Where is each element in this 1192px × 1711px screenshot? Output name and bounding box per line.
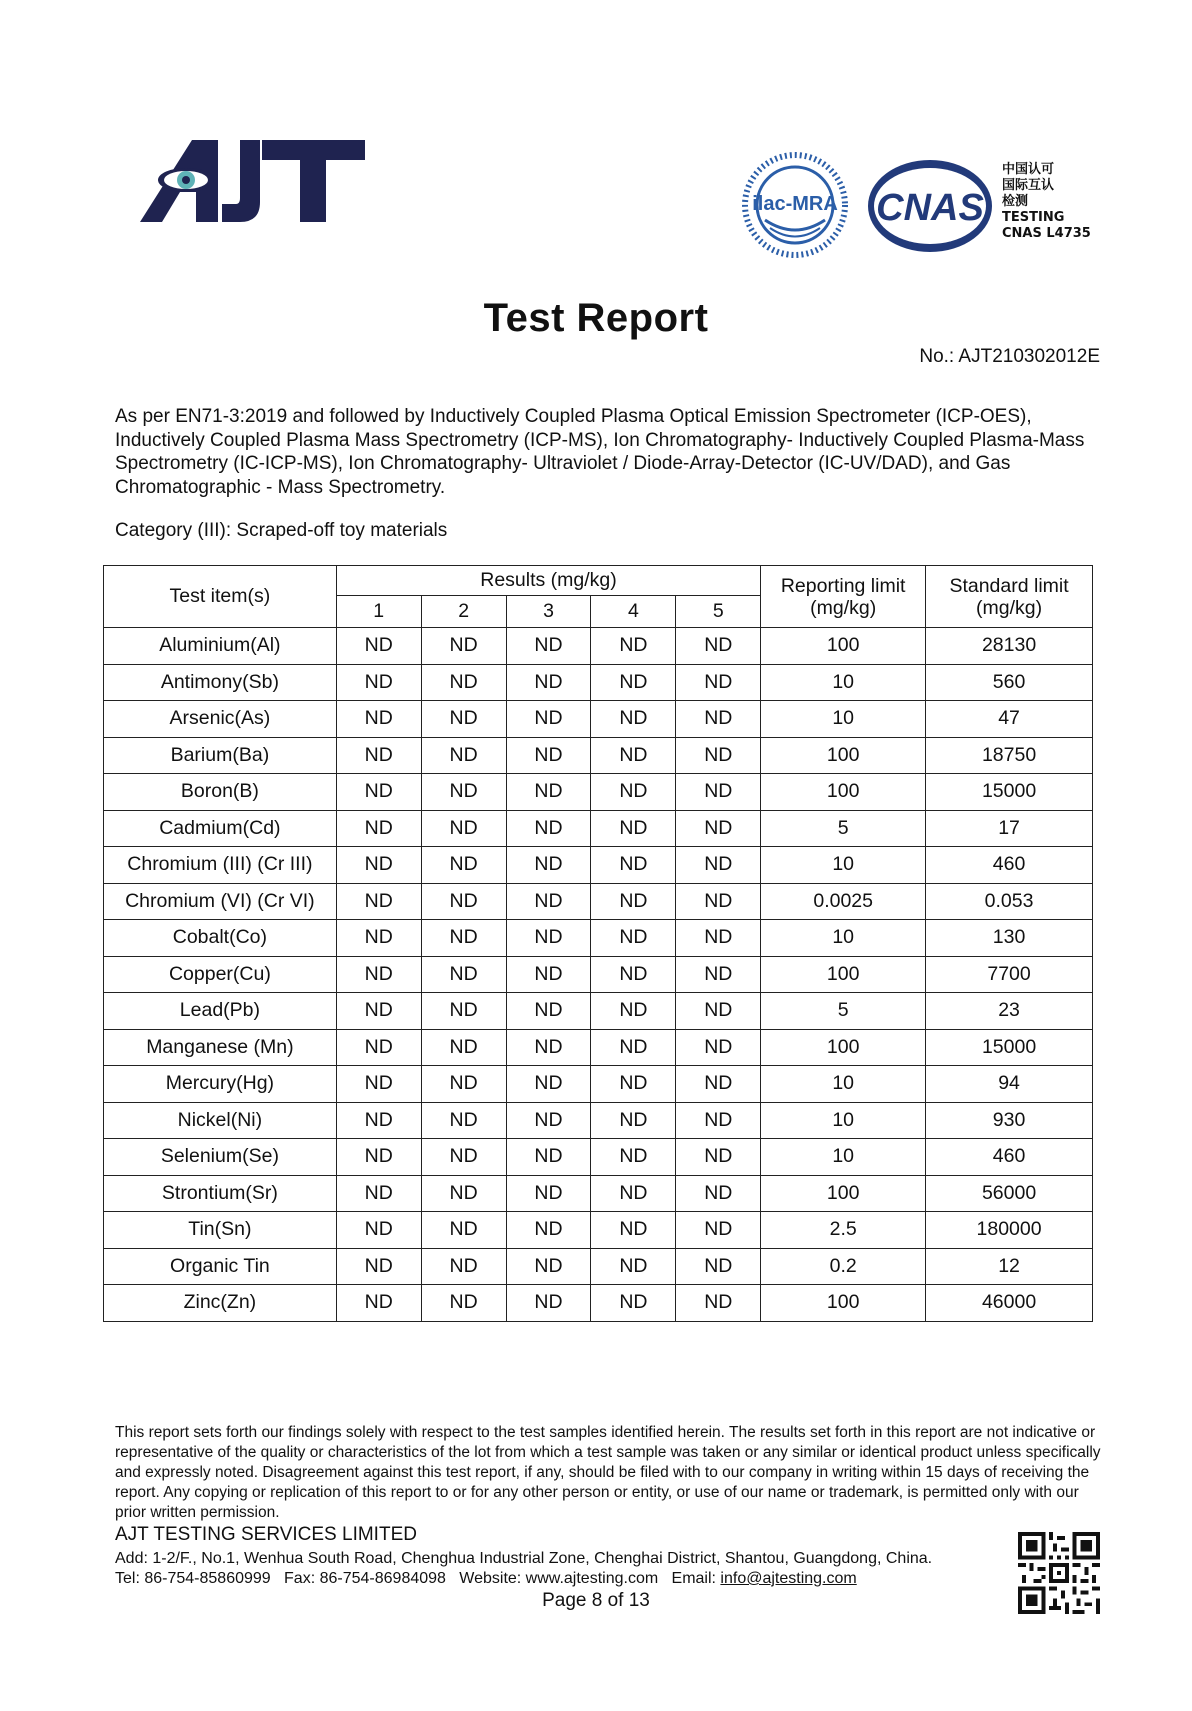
table-row — [104, 701, 1093, 738]
result-cell: ND — [506, 956, 591, 993]
table-row — [104, 1029, 1093, 1066]
standard-limit-cell: 560 — [926, 664, 1093, 701]
reporting-limit-cell: 10 — [761, 1066, 926, 1103]
result-cell: ND — [676, 920, 761, 957]
test-item-cell: Mercury(Hg) — [104, 1066, 337, 1103]
result-cell: ND — [336, 1066, 421, 1103]
result-cell: ND — [506, 1102, 591, 1139]
result-cell: ND — [676, 1139, 761, 1176]
table-row — [104, 993, 1093, 1030]
table-row — [104, 664, 1093, 701]
result-cell: ND — [591, 1212, 676, 1249]
test-item-cell: Nickel(Ni) — [104, 1102, 337, 1139]
result-cell: ND — [421, 956, 506, 993]
standard-limit-cell: 17 — [926, 810, 1093, 847]
standard-limit-cell: 47 — [926, 701, 1093, 738]
reporting-limit-cell: 0.0025 — [761, 883, 926, 920]
header-standard-limit: Standard limit (mg/kg) — [926, 566, 1093, 628]
result-cell: ND — [591, 883, 676, 920]
test-item-cell: Lead(Pb) — [104, 993, 337, 1030]
test-item-cell: Copper(Cu) — [104, 956, 337, 993]
reporting-limit-cell: 100 — [761, 956, 926, 993]
result-cell: ND — [676, 1212, 761, 1249]
result-cell: ND — [336, 737, 421, 774]
test-item-cell: Cadmium(Cd) — [104, 810, 337, 847]
result-cell: ND — [336, 701, 421, 738]
reporting-limit-cell: 10 — [761, 1102, 926, 1139]
result-cell: ND — [676, 774, 761, 811]
result-cell: ND — [591, 956, 676, 993]
table-row — [104, 1212, 1093, 1249]
standard-limit-cell: 930 — [926, 1102, 1093, 1139]
result-cell: ND — [506, 1248, 591, 1285]
result-cell: ND — [421, 920, 506, 957]
result-cell: ND — [421, 1285, 506, 1322]
result-cell: ND — [591, 664, 676, 701]
telephone: Tel: 86-754-85860999 — [115, 1570, 271, 1587]
result-cell: ND — [676, 993, 761, 1030]
result-cell: ND — [676, 810, 761, 847]
test-item-cell: Zinc(Zn) — [104, 1285, 337, 1322]
reporting-limit-cell: 100 — [761, 737, 926, 774]
reporting-limit-cell: 2.5 — [761, 1212, 926, 1249]
standard-limit-cell: 460 — [926, 1139, 1093, 1176]
result-cell: ND — [676, 664, 761, 701]
reporting-limit-cell: 10 — [761, 1139, 926, 1176]
table-row — [104, 774, 1093, 811]
result-cell: ND — [336, 810, 421, 847]
result-cell: ND — [506, 664, 591, 701]
header-test-item: Test item(s) — [104, 566, 337, 628]
result-cell: ND — [591, 628, 676, 665]
result-cell: ND — [421, 1066, 506, 1103]
reporting-limit-cell: 10 — [761, 701, 926, 738]
fax: Fax: 86-754-86984098 — [284, 1570, 446, 1587]
standard-limit-cell: 460 — [926, 847, 1093, 884]
result-cell: ND — [421, 774, 506, 811]
category-label: Category (III): Scraped-off toy materials — [115, 520, 448, 541]
result-cell: ND — [676, 847, 761, 884]
result-cell: ND — [336, 774, 421, 811]
result-cell: ND — [506, 920, 591, 957]
test-item-cell: Chromium (III) (Cr III) — [104, 847, 337, 884]
standard-limit-cell: 56000 — [926, 1175, 1093, 1212]
result-cell: ND — [421, 701, 506, 738]
result-cell: ND — [506, 1029, 591, 1066]
standard-limit-cell: 23 — [926, 993, 1093, 1030]
result-cell: ND — [676, 1102, 761, 1139]
table-row — [104, 956, 1093, 993]
result-cell: ND — [506, 1212, 591, 1249]
result-cell: ND — [506, 1066, 591, 1103]
result-cell: ND — [421, 993, 506, 1030]
result-cell: ND — [591, 1102, 676, 1139]
result-cell: ND — [336, 1029, 421, 1066]
result-cell: ND — [676, 1029, 761, 1066]
result-cell: ND — [676, 1248, 761, 1285]
cnas-line: 检测 — [1002, 194, 1029, 209]
method-description: As per EN71-3:2019 and followed by Inductively Coupled Plasma Optical Emission Spectrometer (ICP-OES), Inductively Coupled Plasma Mass Spectrometry (ICP-MS), Ion Chromatography- Inductively Coupled Plasma-Mass Spectrometry (IC-ICP-MS), Ion Chromatography- Ultraviolet / Diode-Array-Detector (IC-UV/DAD), and Gas Chromatographic - Mass Spectrometry. — [115, 406, 1085, 498]
reporting-limit-cell: 100 — [761, 774, 926, 811]
cnas-line: 中国认可 — [1002, 162, 1055, 177]
result-cell: ND — [506, 737, 591, 774]
result-cell: ND — [591, 1175, 676, 1212]
result-cell: ND — [421, 1248, 506, 1285]
test-item-cell: Antimony(Sb) — [104, 664, 337, 701]
ajt-logo — [140, 140, 365, 245]
result-cell: ND — [676, 1066, 761, 1103]
test-item-cell: Strontium(Sr) — [104, 1175, 337, 1212]
page-title: Test Report — [483, 296, 709, 340]
result-cell: ND — [421, 1212, 506, 1249]
table-row — [104, 810, 1093, 847]
header-result-col: 2 — [421, 596, 506, 628]
standard-limit-cell: 7700 — [926, 956, 1093, 993]
table-row — [104, 628, 1093, 665]
standard-limit-cell: 180000 — [926, 1212, 1093, 1249]
disclaimer-notice: This report sets forth our findings solely with respect to the test samples identified herein. The results set forth in this report are not indicative or representative of the quality or characteristics of the lot from which a test sample was taken or any similar or identical product unless specifically and expressly noted. Disagreement against this test report, if any, should be filed with to our company in writing within 15 days of receiving the report. Any copying or replication of this report to or for any other person or entity, or use of our name or trademark, is permitted only with our prior written permission. — [115, 1424, 1101, 1521]
result-cell: ND — [591, 847, 676, 884]
company-address: Add: 1-2/F., No.1, Wenhua South Road, Chenghua Industrial Zone, Chenghai District, Shantou, Guangdong, China. — [115, 1550, 933, 1567]
test-item-cell: Manganese (Mn) — [104, 1029, 337, 1066]
header-reporting-limit: Reporting limit (mg/kg) — [761, 566, 926, 628]
result-cell: ND — [421, 883, 506, 920]
result-cell: ND — [591, 810, 676, 847]
result-cell: ND — [336, 847, 421, 884]
test-item-cell: Selenium(Se) — [104, 1139, 337, 1176]
result-cell: ND — [591, 1029, 676, 1066]
standard-limit-cell: 15000 — [926, 1029, 1093, 1066]
email-label: Email: — [671, 1570, 716, 1587]
results-body — [104, 628, 1093, 1322]
result-cell: ND — [421, 628, 506, 665]
header-result-col: 1 — [336, 596, 421, 628]
result-cell: ND — [506, 883, 591, 920]
result-cell: ND — [421, 1102, 506, 1139]
result-cell: ND — [421, 1175, 506, 1212]
result-cell: ND — [421, 1139, 506, 1176]
standard-limit-cell: 46000 — [926, 1285, 1093, 1322]
standard-limit-cell: 12 — [926, 1248, 1093, 1285]
standard-limit-cell: 15000 — [926, 774, 1093, 811]
table-row — [104, 1102, 1093, 1139]
test-item-cell: Chromium (VI) (Cr VI) — [104, 883, 337, 920]
test-item-cell: Aluminium(Al) — [104, 628, 337, 665]
result-cell: ND — [336, 1248, 421, 1285]
result-cell: ND — [591, 1139, 676, 1176]
results-table — [103, 565, 1093, 1322]
test-item-cell: Barium(Ba) — [104, 737, 337, 774]
table-row — [104, 883, 1093, 920]
table-row — [104, 1139, 1093, 1176]
reporting-limit-cell: 5 — [761, 810, 926, 847]
result-cell: ND — [336, 993, 421, 1030]
website: Website: www.ajtesting.com — [459, 1570, 659, 1587]
result-cell: ND — [336, 920, 421, 957]
result-cell: ND — [336, 664, 421, 701]
table-row — [104, 1285, 1093, 1322]
result-cell: ND — [336, 883, 421, 920]
reporting-limit-cell: 5 — [761, 993, 926, 1030]
result-cell: ND — [506, 701, 591, 738]
result-cell: ND — [676, 1285, 761, 1322]
result-cell: ND — [506, 1139, 591, 1176]
result-cell: ND — [506, 847, 591, 884]
result-cell: ND — [506, 1285, 591, 1322]
result-cell: ND — [591, 737, 676, 774]
result-cell: ND — [676, 701, 761, 738]
cnas-line: 国际互认 — [1002, 178, 1055, 193]
result-cell: ND — [676, 737, 761, 774]
result-cell: ND — [336, 1285, 421, 1322]
header-result-col: 3 — [506, 596, 591, 628]
result-cell: ND — [591, 701, 676, 738]
email-link[interactable]: info@ajtesting.com — [720, 1570, 857, 1587]
result-cell: ND — [676, 1175, 761, 1212]
standard-limit-cell: 130 — [926, 920, 1093, 957]
table-row — [104, 1175, 1093, 1212]
result-cell: ND — [421, 737, 506, 774]
cnas-accreditation-text — [1002, 162, 1091, 242]
reporting-limit-cell: 100 — [761, 1175, 926, 1212]
contact-line — [115, 1570, 857, 1588]
reporting-limit-cell: 10 — [761, 920, 926, 957]
result-cell: ND — [336, 956, 421, 993]
standard-limit-cell: 94 — [926, 1066, 1093, 1103]
cnas-line: CNAS L4735 — [1002, 226, 1091, 241]
reporting-limit-cell: 100 — [761, 1029, 926, 1066]
reporting-limit-cell: 10 — [761, 847, 926, 884]
result-cell: ND — [421, 810, 506, 847]
table-row — [104, 920, 1093, 957]
result-cell: ND — [506, 774, 591, 811]
result-cell: ND — [676, 628, 761, 665]
reporting-limit-cell: 100 — [761, 628, 926, 665]
result-cell: ND — [506, 810, 591, 847]
result-cell: ND — [336, 1175, 421, 1212]
ilac-mra-logo — [740, 150, 850, 265]
header-result-col: 5 — [676, 596, 761, 628]
header-results: Results (mg/kg) — [336, 566, 760, 596]
cnas-text: CNAS — [876, 187, 984, 229]
result-cell: ND — [506, 1175, 591, 1212]
test-item-cell: Arsenic(As) — [104, 701, 337, 738]
test-item-cell: Organic Tin — [104, 1248, 337, 1285]
company-name: AJT TESTING SERVICES LIMITED — [115, 1524, 417, 1545]
standard-limit-cell: 18750 — [926, 737, 1093, 774]
cnas-line: TESTING — [1002, 210, 1065, 225]
result-cell: ND — [591, 1066, 676, 1103]
table-row — [104, 737, 1093, 774]
reporting-limit-cell: 0.2 — [761, 1248, 926, 1285]
report-number: No.: AJT210302012E — [919, 346, 1100, 367]
reporting-limit-cell: 10 — [761, 664, 926, 701]
ilac-text: ilac-MRA — [752, 193, 838, 215]
table-row — [104, 847, 1093, 884]
qr-code-icon — [1018, 1532, 1100, 1614]
test-item-cell: Cobalt(Co) — [104, 920, 337, 957]
result-cell: ND — [591, 1248, 676, 1285]
result-cell: ND — [591, 993, 676, 1030]
result-cell: ND — [336, 1139, 421, 1176]
result-cell: ND — [676, 883, 761, 920]
reporting-limit-cell: 100 — [761, 1285, 926, 1322]
test-item-cell: Boron(B) — [104, 774, 337, 811]
result-cell: ND — [421, 1029, 506, 1066]
result-cell: ND — [591, 774, 676, 811]
test-item-cell: Tin(Sn) — [104, 1212, 337, 1249]
result-cell: ND — [591, 920, 676, 957]
table-row — [104, 1248, 1093, 1285]
result-cell: ND — [676, 956, 761, 993]
standard-limit-cell: 0.053 — [926, 883, 1093, 920]
result-cell: ND — [421, 664, 506, 701]
result-cell: ND — [506, 628, 591, 665]
result-cell: ND — [421, 847, 506, 884]
result-cell: ND — [336, 1212, 421, 1249]
header-result-col: 4 — [591, 596, 676, 628]
standard-limit-cell: 28130 — [926, 628, 1093, 665]
result-cell: ND — [336, 628, 421, 665]
result-cell: ND — [506, 993, 591, 1030]
page-number: Page 8 of 13 — [542, 1590, 650, 1611]
table-row — [104, 1066, 1093, 1103]
result-cell: ND — [591, 1285, 676, 1322]
result-cell: ND — [336, 1102, 421, 1139]
cnas-logo — [865, 158, 995, 259]
